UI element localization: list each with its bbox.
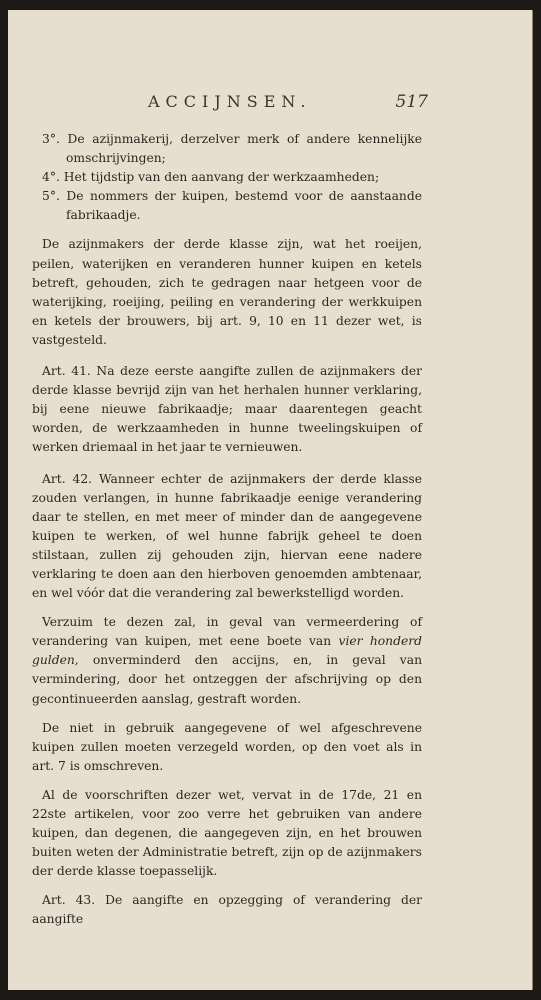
paragraph-text: Verzuim te dezen zal, in geval van vermeerdering of verandering van kuipen, met eene boete van <box>32 615 422 649</box>
article-41: Art. 41. Na deze eerste aangifte zullen de azijnmakers der derde klasse bevrijd zijn van het herhalen hunner verklaring, bij eene nieuwe fabrikaadje; maar daarentegen geacht worden, de werkzaamheden in hunne tweelingskuipen of werken driemaal in het jaar te vernieuwen. <box>32 364 422 455</box>
list-item-4: 4°. Het tijdstip van den aanvang der werkzaamheden; <box>42 170 380 185</box>
list-item-5: 5°. De nommers der kuipen, bestemd voor de aanstaande fabrikaadje. <box>42 189 422 223</box>
page-number: 517 <box>395 92 428 112</box>
list-item-3: 3°. De azijnmakerij, derzelver merk of andere kennelijke omschrijvingen; <box>42 132 422 166</box>
paragraph: De azijnmakers der derde klasse zijn, wat het roeijen, peilen, waterijken en veranderen hunner kuipen en ketels betreft, gehouden, zich te gedragen naar hetgeen voor de waterijking, roeijing, peiling en verandering der werkkuipen en ketels der brouwers, bij art. 9, 10 en 11 dezer wet, is vastgesteld. <box>32 237 422 347</box>
book-page <box>8 10 533 990</box>
article-42: Art. 42. Wanneer echter de azijnmakers der derde klasse zouden verlangen, in hunne fabrikaadje eenige verandering daar te stellen, en met meer of minder dan de aangegevene kuipen te werken, of wel hunne fabrijk geheel te doen stilstaan, zullen zij gehouden zijn, hiervan eene nadere verklaring te doen aan den hierboven genoemden ambtenaar, en wel vóór dat die verandering zal bewerkstelligd worden. <box>32 471 422 601</box>
article-43: Art. 43. De aangifte en opzegging of verandering der aangifte <box>32 893 422 927</box>
paragraph-text: , onverminderd den accijns, en, in geval van vermindering, door het ontzeggen der afschrijving op den gecontinueerden aanslag, gestraft worden. <box>32 653 422 706</box>
paragraph <box>32 613 422 708</box>
page-header <box>8 92 532 116</box>
paragraph: De niet in gebruik aangegevene of wel afgeschrevene kuipen zullen moeten verzegeld worden, op den voet als in art. 7 is omschreven. <box>32 720 422 773</box>
paragraph: Al de voorschriften dezer wet, vervat in de 17de, 21 en 22ste artikelen, voor zoo verre het gebruiken van andere kuipen, dan degenen, die aangegeven zijn, en het brouwen buiten weten der Administratie betreft, zijn op de azijnmakers der derde klasse toepasselijk. <box>32 787 422 879</box>
running-title: ACCIJNSEN. <box>148 92 312 111</box>
page-text <box>32 130 422 930</box>
penalty-amount: vier honderd gulden <box>32 634 423 668</box>
